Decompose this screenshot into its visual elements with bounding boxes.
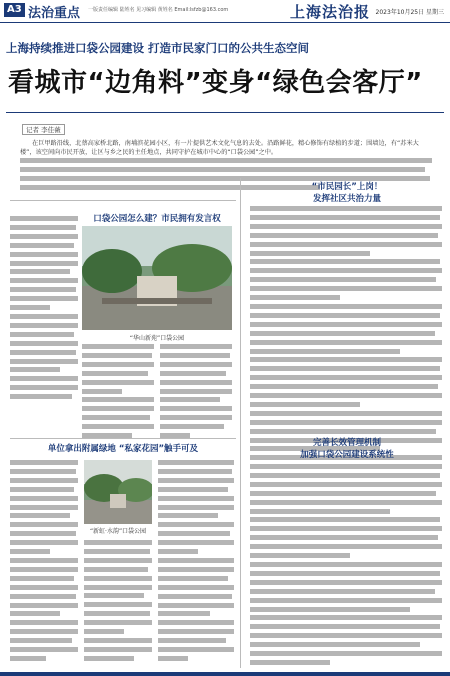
page-header xyxy=(0,0,450,23)
page-footer-bar xyxy=(0,672,450,676)
right-section-2-title-line1: 完善长效管理机制 xyxy=(312,438,381,448)
editor-info: 一版责任编辑 陆姓名 见习编辑 黄姓名 Email:lsfzb@163.com xyxy=(88,7,229,13)
issue-date: 2023年10月25日 星期三 xyxy=(375,9,444,16)
section-2-title: 单位拿出附属绿地 “私家花园”触手可及 xyxy=(47,444,199,454)
column-divider xyxy=(240,178,241,668)
article-headline: 看城市“边角料”变身“绿色会客厅” xyxy=(8,68,423,98)
article-intro: 在巨甲路沿线，北蔡高家桥北路，南埔滨花园小区，有一片提供艺术文化气息的去处。沿路鲜花，精心修饰有绿植的步道；围墙边，有“苏米大楼”，该空间向市民开放，让区与乡之民的主任地点，共同守护在城市中心的“口袋公园”之中。 xyxy=(20,140,419,156)
article-byline: 记者 李佳薇 xyxy=(22,124,65,135)
section-1-col-1 xyxy=(10,216,78,403)
photo-2-caption: “新虹·水韵”口袋公园 xyxy=(89,528,147,535)
headline-divider xyxy=(6,112,444,113)
section-1-col-2 xyxy=(82,344,154,442)
park-photo-1 xyxy=(82,226,232,330)
section-1-col-3 xyxy=(160,344,232,442)
section-title: 法治重点 xyxy=(28,6,81,21)
article-subheadline: 上海持续推进口袋公园建设 打造市民家门口的公共生态空间 xyxy=(6,41,310,55)
right-section-2-body xyxy=(250,464,442,669)
section-2-col-3 xyxy=(158,460,234,665)
masthead-logo: 上海法治报 xyxy=(290,3,371,21)
section-1-title: 口袋公园怎么建？市民拥有发言权 xyxy=(93,214,221,224)
photo-1-caption: “华山新苑”口袋公园 xyxy=(129,335,185,342)
park-photo-2 xyxy=(84,460,152,524)
right-section-2-title xyxy=(252,436,442,460)
page-number: A3 xyxy=(4,3,25,17)
right-section-2-title-line2: 加强口袋公园建设系统性 xyxy=(300,450,394,460)
section-2-col-2 xyxy=(84,540,152,665)
section-2-rule xyxy=(10,438,236,439)
right-section-1-title-line1: “市民园长”上岗！ xyxy=(311,182,383,192)
right-section-1-title xyxy=(252,180,442,204)
section-1-rule xyxy=(10,200,236,201)
section-2-col-1 xyxy=(10,460,78,665)
right-section-1-title-line2: 发挥社区共治力量 xyxy=(312,194,381,204)
